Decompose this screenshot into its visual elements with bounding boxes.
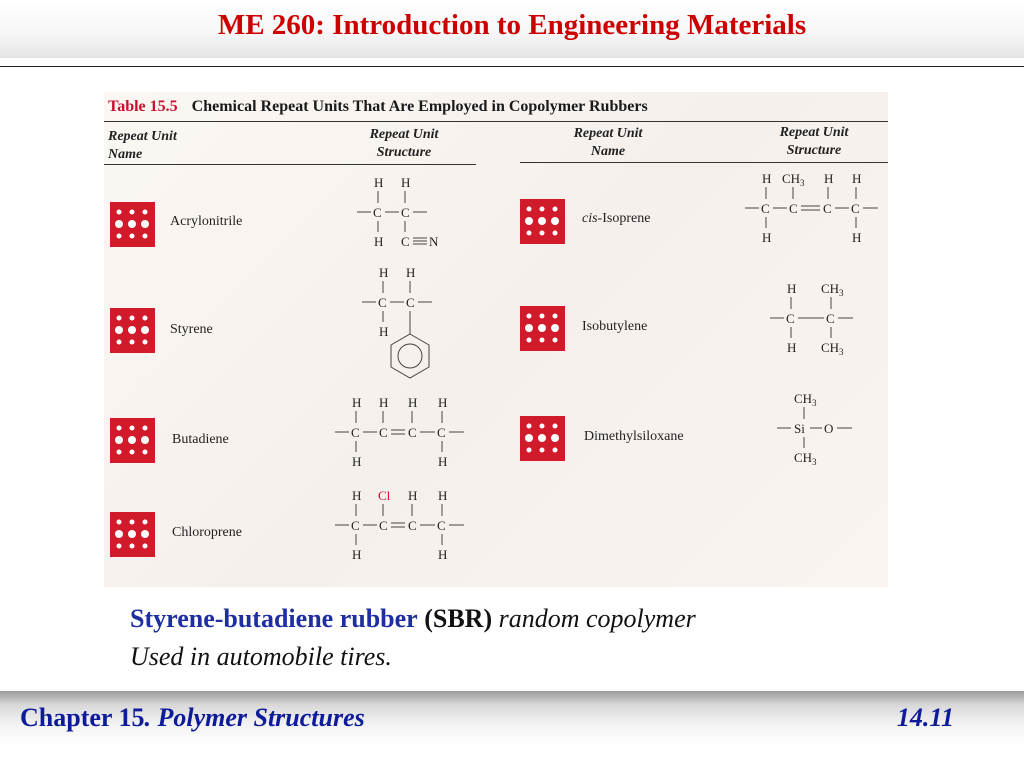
svg-text:3: 3 (812, 398, 817, 408)
row-name-cis-isoprene (582, 211, 650, 227)
right-header-structure-line2: Structure (786, 143, 842, 158)
svg-text:3: 3 (839, 288, 844, 298)
right-header-structure (764, 124, 864, 160)
table-number: Table 15.5 (108, 98, 178, 115)
svg-text:C: C (401, 234, 410, 249)
svg-text:C: C (437, 518, 446, 533)
svg-text:C: C (401, 205, 410, 220)
table-caption (108, 98, 648, 116)
structure-butadiene (332, 394, 477, 476)
svg-text:3: 3 (839, 347, 844, 357)
svg-text:Cl: Cl (378, 488, 391, 503)
svg-text:H: H (406, 265, 416, 280)
svg-text:C: C (823, 201, 832, 216)
svg-text:C: C (408, 518, 417, 533)
row-name-isobutylene: Isobutylene (582, 319, 648, 334)
svg-text:C: C (379, 425, 388, 440)
left-header-name-line2: Name (108, 147, 143, 162)
right-header-name (558, 125, 658, 161)
slide-header (0, 0, 1024, 58)
structure-isobutylene (769, 280, 869, 362)
svg-text:C: C (379, 518, 388, 533)
sbr-description: random copolymer (498, 604, 696, 633)
svg-text:H: H (787, 281, 797, 296)
footer-chapter-label: Chapter 15 (20, 703, 145, 732)
svg-text:3: 3 (800, 178, 805, 188)
svg-text:H: H (438, 395, 448, 410)
slide-title: ME 260: Introduction to Engineering Materials (217, 9, 807, 41)
row-name-chloroprene: Chloroprene (172, 525, 242, 540)
table-figure (104, 92, 888, 587)
svg-text:H: H (352, 454, 362, 469)
header-divider (0, 66, 1024, 67)
right-header-name-line1: Repeat Unit (573, 126, 643, 141)
svg-text:3: 3 (812, 457, 817, 467)
svg-text:CH: CH (821, 340, 840, 355)
svg-text:H: H (438, 454, 448, 469)
svg-text:Si: Si (794, 421, 805, 436)
svg-text:CH: CH (821, 281, 840, 296)
structure-acrylonitrile (349, 174, 459, 256)
svg-text:H: H (408, 395, 418, 410)
table-title: Chemical Repeat Units That Are Employed in Copolymer Rubbers (191, 98, 648, 115)
svg-text:H: H (762, 171, 772, 186)
molecule-model-icon (520, 416, 565, 461)
svg-text:H: H (408, 488, 418, 503)
footer-chapter (20, 703, 365, 733)
svg-text:C: C (351, 518, 360, 533)
molecule-model-icon (110, 308, 155, 353)
svg-text:C: C (761, 201, 770, 216)
structure-styrene (359, 264, 449, 382)
svg-text:H: H (379, 324, 389, 339)
footer-chapter-title: . Polymer Structures (144, 703, 365, 732)
row-name-dimethylsiloxane: Dimethylsiloxane (584, 429, 684, 444)
left-header-name (108, 128, 177, 164)
structure-cis-isoprene (742, 170, 887, 252)
svg-text:H: H (379, 395, 389, 410)
slide-body (130, 600, 696, 676)
left-header-structure-line1: Repeat Unit (369, 127, 439, 142)
row-name-acrylonitrile: Acrylonitrile (170, 214, 243, 229)
svg-text:H: H (401, 175, 411, 190)
svg-text:CH: CH (782, 171, 801, 186)
row-name-styrene: Styrene (170, 322, 213, 337)
structure-dimethylsiloxane (776, 390, 871, 472)
body-line-1 (130, 600, 696, 638)
row-name-prefix: cis- (582, 211, 603, 226)
svg-text:N: N (429, 234, 439, 249)
svg-text:H: H (762, 230, 772, 245)
svg-text:O: O (824, 421, 834, 436)
footer-page-number: 14.11 (896, 703, 954, 732)
svg-text:H: H (824, 171, 834, 186)
right-header-name-line2: Name (590, 144, 626, 159)
svg-text:C: C (789, 201, 798, 216)
svg-text:H: H (787, 340, 797, 355)
sbr-usage: Used in automobile tires. (130, 642, 392, 671)
left-header-rule (104, 164, 476, 165)
left-header-name-line1: Repeat Unit (108, 129, 177, 144)
svg-text:H: H (852, 230, 862, 245)
molecule-model-icon (520, 199, 565, 244)
svg-text:H: H (438, 488, 448, 503)
svg-text:H: H (438, 547, 448, 562)
svg-text:C: C (437, 425, 446, 440)
svg-text:C: C (373, 205, 382, 220)
svg-text:H: H (852, 171, 862, 186)
molecule-model-icon (110, 512, 155, 557)
svg-text:CH: CH (794, 391, 813, 406)
molecule-model-icon (110, 418, 155, 463)
svg-text:C: C (406, 295, 415, 310)
left-header-structure (354, 126, 454, 162)
structure-chloroprene (332, 487, 477, 569)
right-header-rule (520, 162, 888, 163)
svg-text:H: H (374, 175, 384, 190)
sbr-abbreviation: (SBR) (424, 604, 493, 633)
svg-text:C: C (351, 425, 360, 440)
left-header-structure-line2: Structure (376, 145, 432, 160)
right-header-structure-line1: Repeat Unit (779, 125, 849, 140)
molecule-model-icon (520, 306, 565, 351)
svg-text:C: C (786, 311, 795, 326)
svg-text:C: C (851, 201, 860, 216)
table-top-rule (104, 121, 888, 122)
svg-text:H: H (352, 488, 362, 503)
svg-text:CH: CH (794, 450, 813, 465)
row-name-butadiene: Butadiene (172, 432, 229, 447)
svg-text:H: H (352, 395, 362, 410)
svg-text:C: C (826, 311, 835, 326)
slide-footer (0, 691, 1024, 746)
svg-text:H: H (379, 265, 389, 280)
row-name-text: Isoprene (602, 211, 651, 226)
svg-text:H: H (374, 234, 384, 249)
svg-text:C: C (408, 425, 417, 440)
svg-text:C: C (378, 295, 387, 310)
sbr-name: Styrene-butadiene rubber (130, 604, 418, 633)
svg-text:H: H (352, 547, 362, 562)
molecule-model-icon (110, 202, 155, 247)
